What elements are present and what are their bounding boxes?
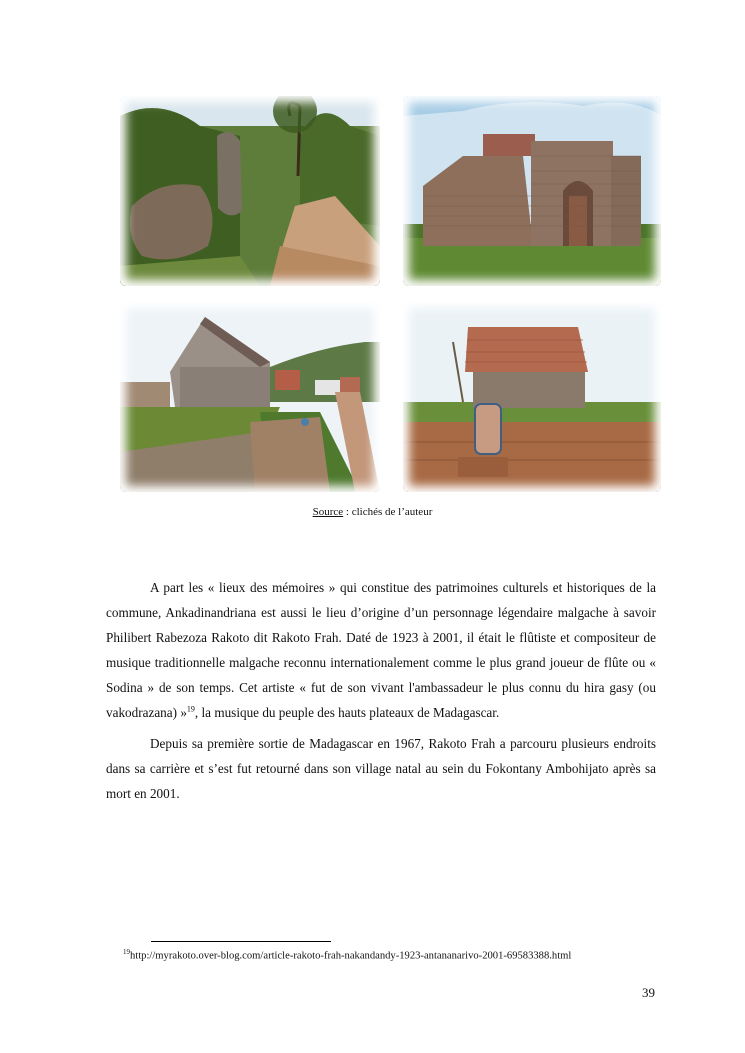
body-text	[106, 575, 656, 812]
photo-stone-tomb	[403, 96, 661, 286]
paragraph-1-text: A part les « lieux des mémoires » qui constitue des patrimoines culturels et historiques de la commune, Ankadinandriana est aussi le lieu d’origine d’un personnage légendaire malgache à savoir Philibert Rabezoza Rakoto dit Rakoto Frah. Daté de 1923 à 2001, il était le flûtiste et compositeur de musique traditionnelle malgache reconnu internationalement comme le plus grand joueur de flûte ou « Sodina » de son temps. Cet artiste « fut de son vivant l'ambassadeur le plus connu du hira gasy (ou vakodrazana) »	[106, 580, 656, 720]
figure-caption	[0, 506, 745, 518]
photo-wooden-shed	[403, 302, 661, 492]
footnote-url: http://myrakoto.over-blog.com/article-rakoto-frah-nakandandy-1923-antananarivo-2001-69583388.html	[130, 950, 572, 962]
paragraph-1	[106, 575, 656, 725]
footnote-divider	[151, 941, 331, 942]
caption-text: : clichés de l’auteur	[343, 506, 433, 518]
footnote-reference: 19	[186, 704, 195, 714]
photo-wooden-house	[120, 302, 380, 492]
photo-standing-stone	[120, 96, 380, 286]
paragraph-2: Depuis sa première sortie de Madagascar en 1967, Rakoto Frah a parcouru plusieurs endroits dans sa carrière et s’est fut retourné dans son village natal au sein du Fokontany Ambohijato après sa mort en 2001.	[106, 736, 656, 801]
caption-source-label: Source	[312, 506, 344, 518]
page-number: 39	[642, 985, 655, 1000]
paragraph-1-text-end: , la musique du peuple des hauts plateaux de Madagascar.	[194, 705, 500, 720]
footnote-number: 19	[123, 948, 130, 956]
footnote	[123, 948, 571, 962]
